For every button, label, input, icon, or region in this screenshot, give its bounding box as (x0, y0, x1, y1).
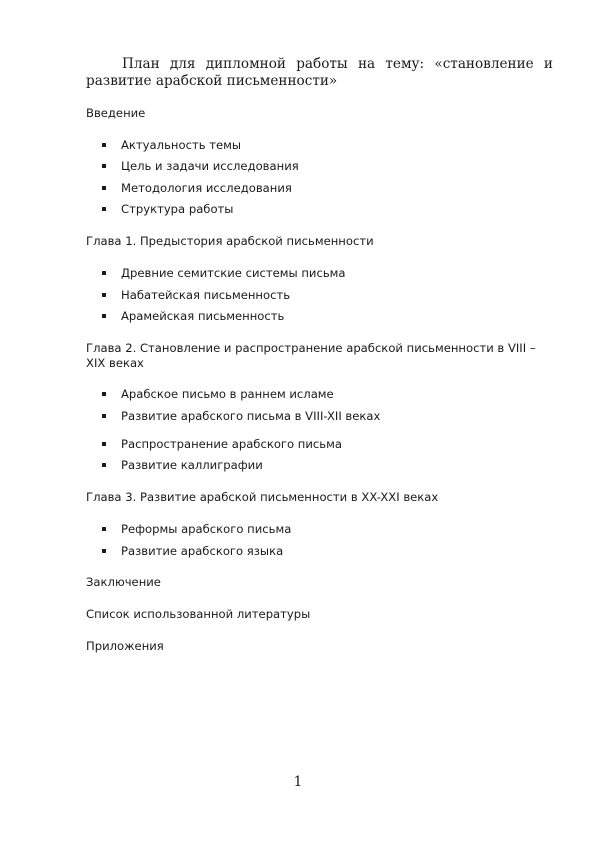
bullet-icon (102, 463, 106, 467)
bullet-icon (102, 293, 106, 297)
bullet-icon (102, 164, 106, 168)
list-item: Актуальность темы (102, 138, 241, 153)
bullet-icon (102, 442, 106, 446)
bullet-icon (102, 207, 106, 211)
bullet-icon (102, 392, 106, 396)
list-item: Развитие каллиграфии (102, 458, 263, 473)
list-item: Распространение арабского письма (102, 437, 342, 452)
list-item: Методология исследования (102, 181, 292, 196)
section-heading-chapter-1: Глава 1. Предыстория арабской письменности (86, 234, 374, 248)
list-item: Реформы арабского письма (102, 522, 291, 537)
section-heading-appendices: Приложения (86, 639, 164, 653)
bullet-icon (102, 186, 106, 190)
document-title: План для дипломной работы на тему: «становление и развитие арабской письменности» (86, 56, 553, 89)
bullet-icon (102, 143, 106, 147)
bullet-icon (102, 314, 106, 318)
page-number: 1 (293, 774, 303, 790)
bullet-icon (102, 414, 106, 418)
list-item: Арабское письмо в раннем исламе (102, 387, 334, 402)
section-heading-bibliography: Список использованной литературы (86, 607, 311, 621)
section-heading-chapter-2: Глава 2. Становление и распространение арабской письменности в VIII – XIX веках (86, 341, 536, 370)
list-item: Цель и задачи исследования (102, 159, 299, 174)
bullet-icon (102, 527, 106, 531)
list-item: Структура работы (102, 202, 233, 217)
list-item: Развитие арабского языка (102, 544, 283, 559)
list-item: Развитие арабского письма в VIII-XII веках (102, 409, 380, 424)
bullet-icon (102, 271, 106, 275)
section-heading-conclusion: Заключение (86, 575, 161, 589)
list-item: Древние семитские системы письма (102, 266, 346, 281)
list-item: Набатейская письменность (102, 288, 290, 303)
section-heading-introduction: Введение (86, 106, 146, 120)
bullet-icon (102, 549, 106, 553)
list-item: Арамейская письменность (102, 309, 284, 324)
section-heading-chapter-3: Глава 3. Развитие арабской письменности в XX-XXI веках (86, 490, 439, 504)
